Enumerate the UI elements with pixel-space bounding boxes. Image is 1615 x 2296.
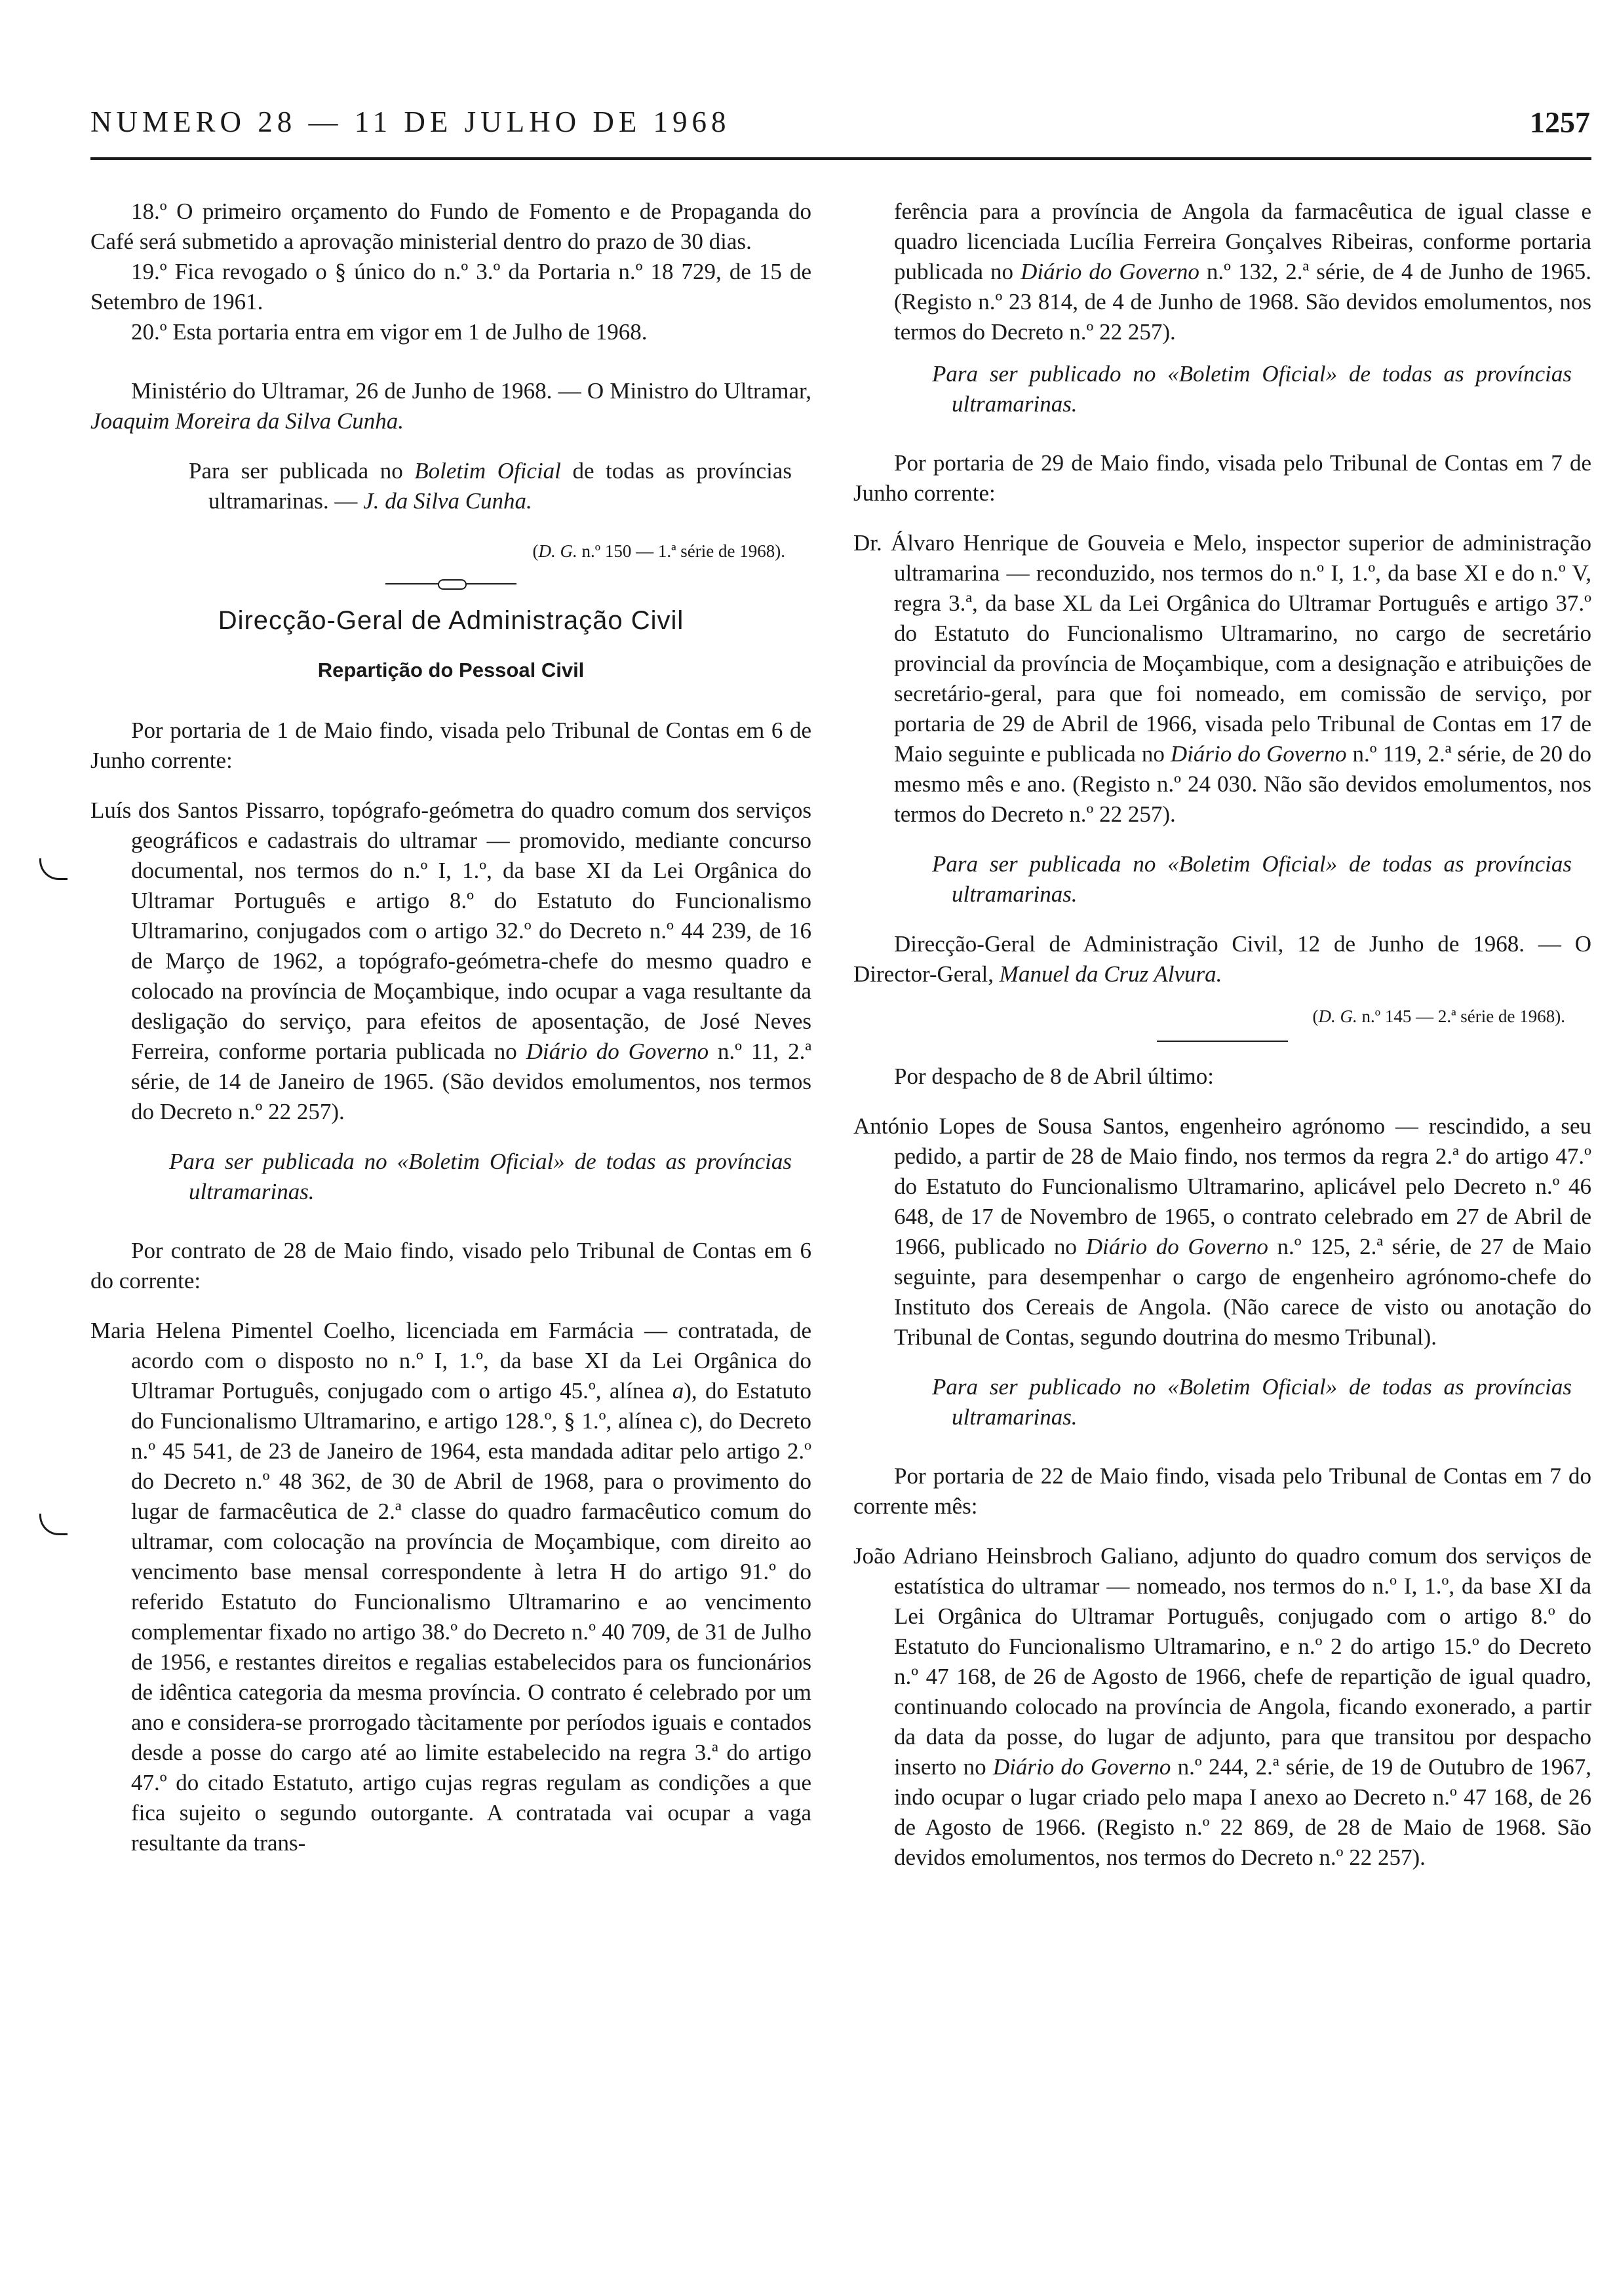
page-number: 1257 [1530,105,1590,139]
publication-note: Para ser publicada no «Boletim Oficial» de todas as províncias ultramarinas. [932,851,1572,907]
contract-intro: Por contrato de 28 de Maio findo, visado pelo Tribunal de Contas em 6 do corrente: [90,1238,811,1293]
header-divider [90,157,1591,160]
sub-title: Repartição do Pessoal Civil [317,659,585,681]
entry-pissarro: Luís dos Santos Pissarro, topógrafo-geómetra do quadro comum dos serviços geográficos e cadastrais do ultramar — promovido, mediante concurso documental, nos termos do n.º I, 1.º, da base XI da Lei Orgânica do Ultramar Português e artigo 8.º do Estatuto do Funcionalismo Ultramarino, conjugados com o artigo 32.º do Decreto n.º 44 239, de 16 de Março de 1962, a topógrafo-geómetra-chefe do mesmo quadro e colocado na província de Moçambique, indo ocupar a vaga resultante da desligação do serviço, para efeitos de aposentação, de José Neves Ferreira, conforme portaria publicada no Diário do Governo n.º 11, 2.ª série, de 14 de Janeiro de 1965. (São devidos emolumentos, nos termos do Decreto n.º 22 257). [90,797,812,1124]
citation: (D. G. n.º 150 — 1.ª série de 1968). [532,541,785,561]
entry-coelho-continued: ferência para a província de Angola da farmacêutica de igual classe e quadro licenciada Lucília Ferreira Gonçalves Ribeiras, conforme portaria publicada no Diário do Governo n.º 132, 2.ª série, de 4 de Junho de 1965. (Registo n.º 23 814, de 4 de Junho de 1968. São devidos emolumentos, nos termos do Decreto n.º 22 257). [894,199,1592,345]
portaria-intro: Por portaria de 29 de Maio findo, visada pelo Tribunal de Contas em 7 de Junho corrente: [853,450,1591,506]
entry-galiano: João Adriano Heinsbroch Galiano, adjunto do quadro comum dos serviços de estatística do ultramar — nomeado, nos termos do n.º I, 1.º, da base XI da Lei Orgânica do Ultramar Português, conjugado com o artigo 8.º do Estatuto do Funcionalismo Ultramarino, e n.º 2 do artigo 15.º do Decreto n.º 47 168, de 26 de Agosto de 1966, chefe de repartição de igual quadro, continuando colocado na província de Angola, ficando exonerado, a partir da data da posse, do lugar de adjunto, para que transitou por despacho inserto no Diário do Governo n.º 244, 2.ª série, de 19 de Outubro de 1967, indo ocupar o lugar criado pelo mapa I anexo ao Decreto n.º 47 168, de 26 de Agosto de 1966. (Registo n.º 22 869, de 28 de Maio de 1968. São devidos emolumentos, nos termos do Decreto n.º 22 257). [853,1543,1592,1870]
despacho-intro: Por despacho de 8 de Abril último: [894,1063,1214,1089]
divider [1157,1041,1288,1042]
publication-note: Para ser publicado no «Boletim Oficial» de todas as províncias ultramarinas. [932,1374,1572,1430]
article-18: 18.º O primeiro orçamento do Fundo de Fomento e de Propaganda do Café será submetido a aprovação ministerial dentro do prazo de 30 dias. [90,199,811,254]
right-column [853,197,1591,1873]
section-ornament [385,579,516,588]
left-column [90,197,811,1858]
article-20: 20.º Esta portaria entra em vigor em 1 de Julho de 1968. [131,319,648,345]
issue-title: NUMERO 28 — 11 DE JULHO DE 1968 [90,105,731,138]
section-title: Direcção-Geral de Administração Civil [218,606,684,635]
director-signature: Direcção-Geral de Administração Civil, 12 de Junho de 1968. — O Director-Geral, Manuel da Cruz Alvura. [853,931,1591,987]
citation: (D. G. n.º 145 — 2.ª série de 1968). [1312,1006,1565,1026]
page-header [90,105,1590,151]
ministry-signature [90,376,811,436]
entry-santos: António Lopes de Sousa Santos, engenheiro agrónomo — rescindido, a seu pedido, a partir de 28 de Maio findo, nos termos da regra 2.ª do artigo 47.º do Estatuto do Funcionalismo Ultramarino, aplicável pelo Decreto n.º 46 648, de 17 de Novembro de 1965, o contrato celebrado em 27 de Abril de 1966, publicado no Diário do Governo n.º 125, 2.ª série, de 27 de Maio seguinte, para desempenhar o cargo de engenheiro agrónomo-chefe do Instituto dos Cereais de Angola. (Não carece de visto ou anotação do Tribunal de Contas, segundo doutrina do mesmo Tribunal). [853,1113,1592,1350]
entry-coelho: Maria Helena Pimentel Coelho, licenciada em Farmácia — contratada, de acordo com o disposto no n.º I, 1.º, da base XI da Lei Orgânica do Ultramar Português, conjugado com o artigo 45.º, alínea a), do Estatuto do Funcionalismo Ultramarino, e artigo 128.º, § 1.º, alínea c), do Decreto n.º 45 541, de 23 de Janeiro de 1964, esta mandada aditar pelo artigo 2.º do Decreto n.º 48 362, de 30 de Abril de 1968, para o provimento do lugar de farmacêutica de 2.ª classe do quadro farmacêutico comum do ultramar, com colocação na província de Moçambique, com direito ao vencimento base mensal correspondente à letra H do artigo 91.º do referido Estatuto do Funcionalismo Ultramarino e ao vencimento complementar fixado no artigo 38.º do Decreto n.º 40 709, de 31 de Julho de 1956, e restantes direitos e regalias estabelecidos para os funcionários de idêntica categoria da mesma província. O contrato é celebrado por um ano e considera-se prorrogado tàcitamente por períodos iguais e contados desde a posse do cargo até ao limite estabelecido na regra 3.ª do artigo 47.º do citado Estatuto, artigo cujas regras regulam as condições a que fica sujeito o segundo outorgante. A contratada vai ocupar a vaga resultante da trans- [90,1318,811,1856]
publication-note: Para ser publicada no Boletim Oficial de todas as províncias ultramarinas. — J. da Silva Cunha. [189,458,792,514]
entry-melo: Dr. Álvaro Henrique de Gouveia e Melo, inspector superior de administração ultramarina — reconduzido, nos termos do n.º I, 1.º, da base XI e do n.º V, regra 3.ª, da base XL da Lei Orgânica do Ultramar Português e artigo 37.º do Estatuto do Funcionalismo Ultramarino, no cargo de secretário provincial da província de Moçambique, com a designação e atribuições de secretário-geral, para que foi nomeado, em comissão de serviço, por portaria de 29 de Abril de 1966, visada pelo Tribunal de Contas em 17 de Maio seguinte e publicada no Diário do Governo n.º 119, 2.ª série, de 20 do mesmo mês e ano. (Registo n.º 24 030. Não são devidos emolumentos, nos termos do Decreto n.º 22 257). [853,530,1592,827]
publication-note: Para ser publicada no «Boletim Oficial» de todas as províncias ultramarinas. [169,1149,792,1204]
portaria-intro: Por portaria de 1 de Maio findo, visada pelo Tribunal de Contas em 6 de Junho corrente: [90,718,811,773]
ministry-sign-text: Ministério do Ultramar, 26 de Junho de 1968. — O Ministro do Ultramar, [131,378,811,404]
minister-name: Joaquim Moreira da Silva Cunha. [90,408,404,434]
margin-mark [39,1514,68,1535]
publication-note: Para ser publicado no «Boletim Oficial» de todas as províncias ultramarinas. [932,361,1572,417]
margin-mark [39,858,68,880]
portaria-intro: Por portaria de 22 de Maio findo, visada pelo Tribunal de Contas em 7 do corrente mês: [853,1463,1591,1519]
director-name: Manuel da Cruz Alvura. [999,961,1222,987]
article-19: 19.º Fica revogado o § único do n.º 3.º da Portaria n.º 18 729, de 15 de Setembro de 1961. [90,259,811,315]
